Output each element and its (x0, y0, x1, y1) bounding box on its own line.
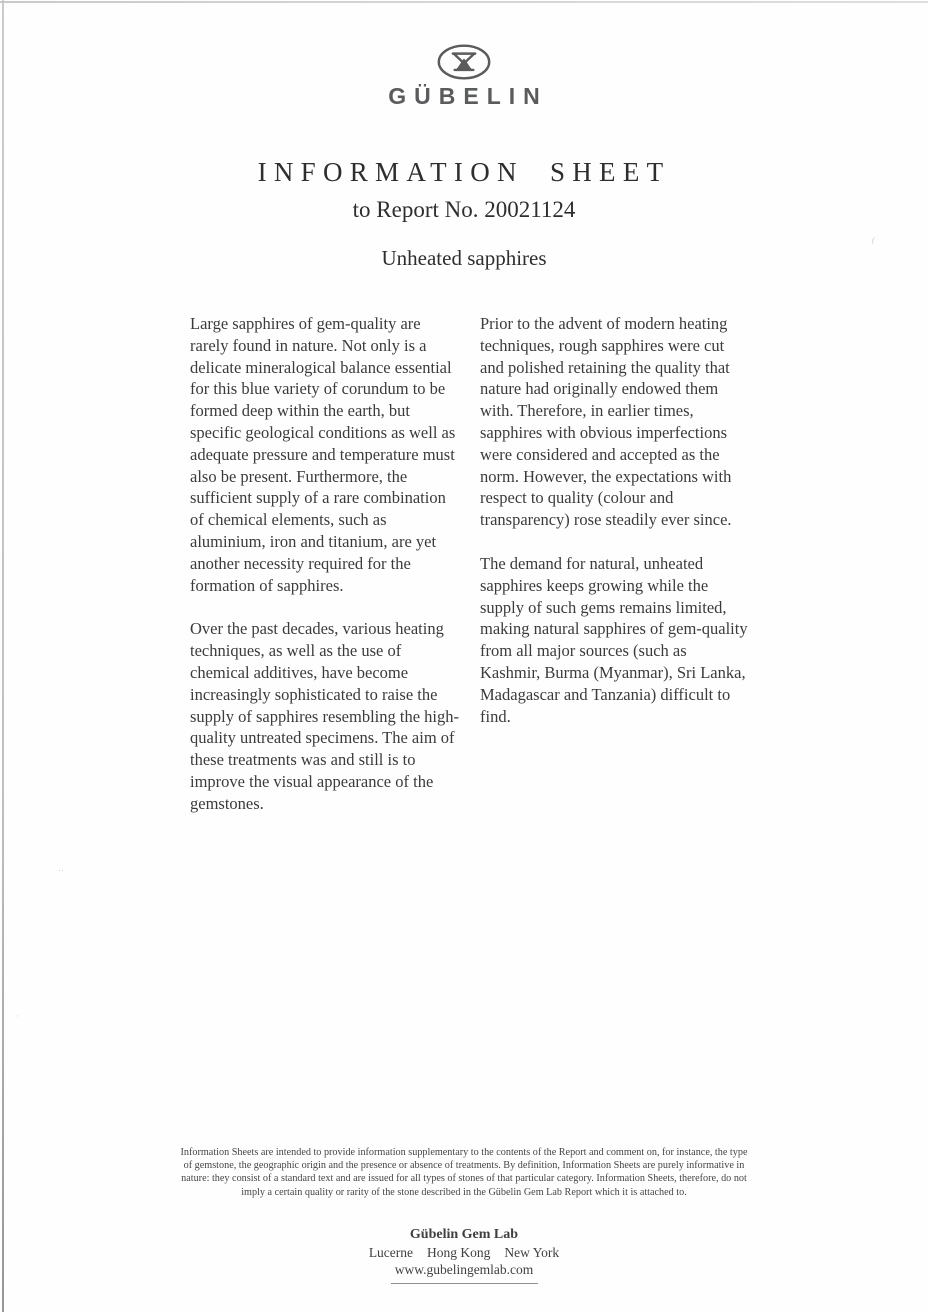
lab-name: Gübelin Gem Lab (409, 1227, 519, 1242)
scan-artifact: ( (871, 234, 877, 246)
subject-heading: Unheated sapphires (381, 246, 547, 270)
right-column (480, 313, 750, 837)
scan-artifact: · (16, 1011, 19, 1021)
footer-divider (391, 1283, 538, 1284)
location-new-york: New York (504, 1245, 560, 1260)
brand-wordmark: GÜBELIN (388, 83, 548, 109)
footer (0, 1226, 928, 1278)
disclaimer-text: Information Sheets are intended to provide information supplementary to the contents of the Report and comment on, for instance, the type of gemstone, the geographic origin and the presence or absence of treatments. By definition, Information Sheets are purely informative in nature: they consist of a standard text and are issued for all types of stones of that particular category. Information Sheets, therefore, do not imply a certain quality or rarity of the stone described in the Gübelin Gem Lab Report which it is attached to. (180, 1147, 748, 1198)
location-lucerne: Lucerne (368, 1245, 414, 1260)
page-title: INFORMATION SHEET (257, 157, 671, 187)
scan-edge-top (0, 1, 928, 3)
paragraph: Prior to the advent of modern heating techniques, rough sapphires were cut and polished retaining the quality that nature had originally endowed them with. Therefore, in earlier times, sapphires with obvious imperfections were considered and accepted as the norm. However, the expectations with respect to quality (colour and transparency) rose steadily ever since. (480, 314, 732, 530)
paragraph: The demand for natural, unheated sapphires keeps growing while the supply of such gems remains limited, making natural sapphires of gem-quality from all major sources (such as Kashmir, Burma (Myanmar), Sri Lanka, Madagascar and Tanzania) difficult to find. (480, 553, 748, 726)
website-url: www.gubelingemlab.com (394, 1262, 534, 1277)
paragraph: Large sapphires of gem-quality are rarely found in nature. Not only is a delicate mineralogical balance essential for this blue variety of corundum to be formed deep within the earth, but specific geological conditions as well as adequate pressure and temperature must also be present. Furthermore, the sufficient supply of a rare combination of chemical elements, such as aluminium, iron and titanium, are yet another necessity required for the formation of sapphires. (190, 314, 456, 595)
left-column (190, 313, 460, 837)
body-columns (190, 313, 750, 837)
paragraph: Over the past decades, various heating techniques, as well as the use of chemical additives, have become increasingly sophisticated to raise the supply of sapphires resembling the high-quality untreated specimens. The aim of these treatments was and still is to improve the visual appearance of the gemstones. (190, 619, 459, 813)
location-hong-kong: Hong Kong (427, 1245, 491, 1260)
gubelin-emblem-icon (436, 42, 492, 82)
lab-locations (0, 1244, 928, 1261)
scan-artifact: ‥ (58, 863, 65, 873)
report-number-line: to Report No. 20021124 (352, 197, 576, 222)
brand-logo (0, 42, 928, 108)
